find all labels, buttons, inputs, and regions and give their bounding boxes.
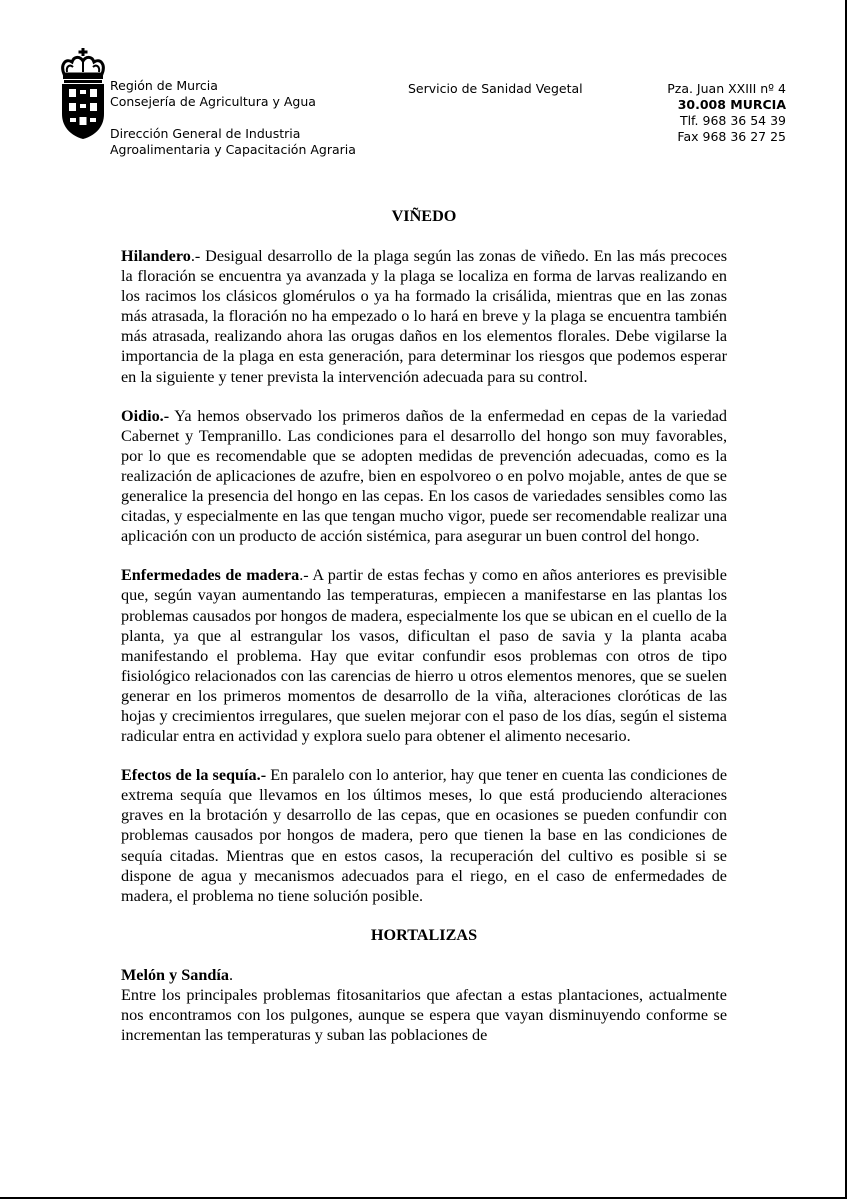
bulletin-body — [121, 206, 727, 1045]
org-region: Región de Murcia — [110, 78, 218, 93]
text-sequia: En paralelo con lo anterior, hay que tener en cuenta las condiciones de extrema sequía que llevamos en los últimos meses, lo que está produciendo alteraciones graves en la brotación y desarrollo de las cepas, que en ocasiones se pueden confundir con problemas causados por hongos de madera, pero que tienen la base en las condiciones de sequía citadas. Mientras que en estos casos, la recuperación del cultivo es posible si se dispone de agua y mecanismos adecuados para el riego, en el caso de enfermedades de madera, el problema no tiene solución posible. — [121, 766, 728, 905]
paragraph-melon: Entre los principales problemas fitosanitarios que afectan a estas plantaciones, actualmente nos encontramos con los pulgones, aunque se espera que vayan disminuyendo conforme se incrementan las temperaturas y suban las poblaciones de — [121, 985, 727, 1045]
section-title-hortalizas: HORTALIZAS — [370, 925, 478, 944]
org-directorate: Dirección General de Industria — [110, 126, 301, 141]
text-oidio: Ya hemos observado los primeros daños de la enfermedad en cepas de la variedad Cabernet y Tempranillo. Las condiciones para el desarrollo del hongo son muy favorables, por lo que es recomendable que se adopten medidas de prevención adecuadas, como es la realización de aplicaciones de azufre, bien en espolvoreo o en polvo mojable, antes de que se generalice la presencia del hongo en las cepas. En los casos de variedades sensibles como las citadas, y especialmente en las que tengan mucho vigor, puede ser recomendable realizar una aplicación con un producto de acción sistémica, para asegurar un buen control del hongo. — [121, 406, 727, 546]
service-name: Servicio de Sanidad Vegetal — [408, 81, 583, 96]
organization-block — [110, 78, 316, 110]
lead-sequia: Efectos de la sequía.- — [121, 766, 267, 785]
paragraph-sequia — [121, 765, 727, 906]
lead-hilandero: Hilandero — [121, 247, 191, 265]
paragraph-hilandero — [121, 246, 727, 387]
address-city: 30.008 MURCIA — [677, 97, 786, 112]
section-title-vinedo: VIÑEDO — [391, 207, 457, 225]
org-ministry: Consejería de Agricultura y Agua — [110, 94, 316, 109]
org-directorate-cont: Agroalimentaria y Capacitación Agraria — [110, 142, 356, 157]
letterhead — [0, 0, 848, 170]
melon-period: . — [228, 965, 233, 984]
directorate-block — [110, 126, 356, 158]
text-hilandero: .- Desigual desarrollo de la plaga según las zonas de viñedo. En las más precoces la floración se encuentra ya avanzada y la plaga se localiza en forma de larvas realizando en los racimos los clásicos glomérulos o ya ha formado la crisálida, mientras que en las zonas más atrasada, la floración no ha empezado o lo hará en breve y la plaga se encuentra también más atrasada, realizando ahora las orugas daños en los elementos florales. Debe vigilarse la importancia de la plaga en esta generación, para determinar los riesgos que podemos esperar en la siguiente y tener prevista la intervención adecuada para su control. — [121, 247, 727, 386]
address-street: Pza. Juan XXIII nº 4 — [667, 81, 786, 96]
fax-number: Fax 968 36 27 25 — [677, 129, 786, 144]
region-murcia-coat-of-arms-icon — [58, 48, 108, 140]
contact-block — [667, 81, 786, 145]
text-madera: .- A partir de estas fechas y como en años anteriores es previsible que, según vayan aumentando las temperaturas, empiecen a manifestarse en las plantas los problemas causados por hongos de madera, especialmente los que se ubican en el cuello de la planta, ya que al estrangular los vasos, dificultan el paso de savia y la planta acaba manifestando el problema. Hay que evitar confundir esos problemas con otros de tipo fisiológico relacionados con las carencias de hierro u otros elementos menores, que se suelen generar en los primeros momentos de desarrollo de la viña, alteraciones cloróticas de las hojas y crecimientos irregulares, que suelen mejorar con el paso de los días, según el sistema radicular entra en actividad y explora suelo para obtener el alimento necesario. — [121, 566, 727, 746]
phone-number: Tlf. 968 36 54 39 — [679, 113, 786, 128]
paragraph-madera — [121, 565, 727, 746]
paragraph-oidio — [121, 406, 727, 547]
lead-madera: Enfermedades de madera — [121, 566, 300, 585]
subheading-melon — [121, 965, 727, 985]
lead-melon: Melón y Sandía — [121, 965, 229, 984]
lead-oidio: Oidio.- — [121, 406, 170, 425]
